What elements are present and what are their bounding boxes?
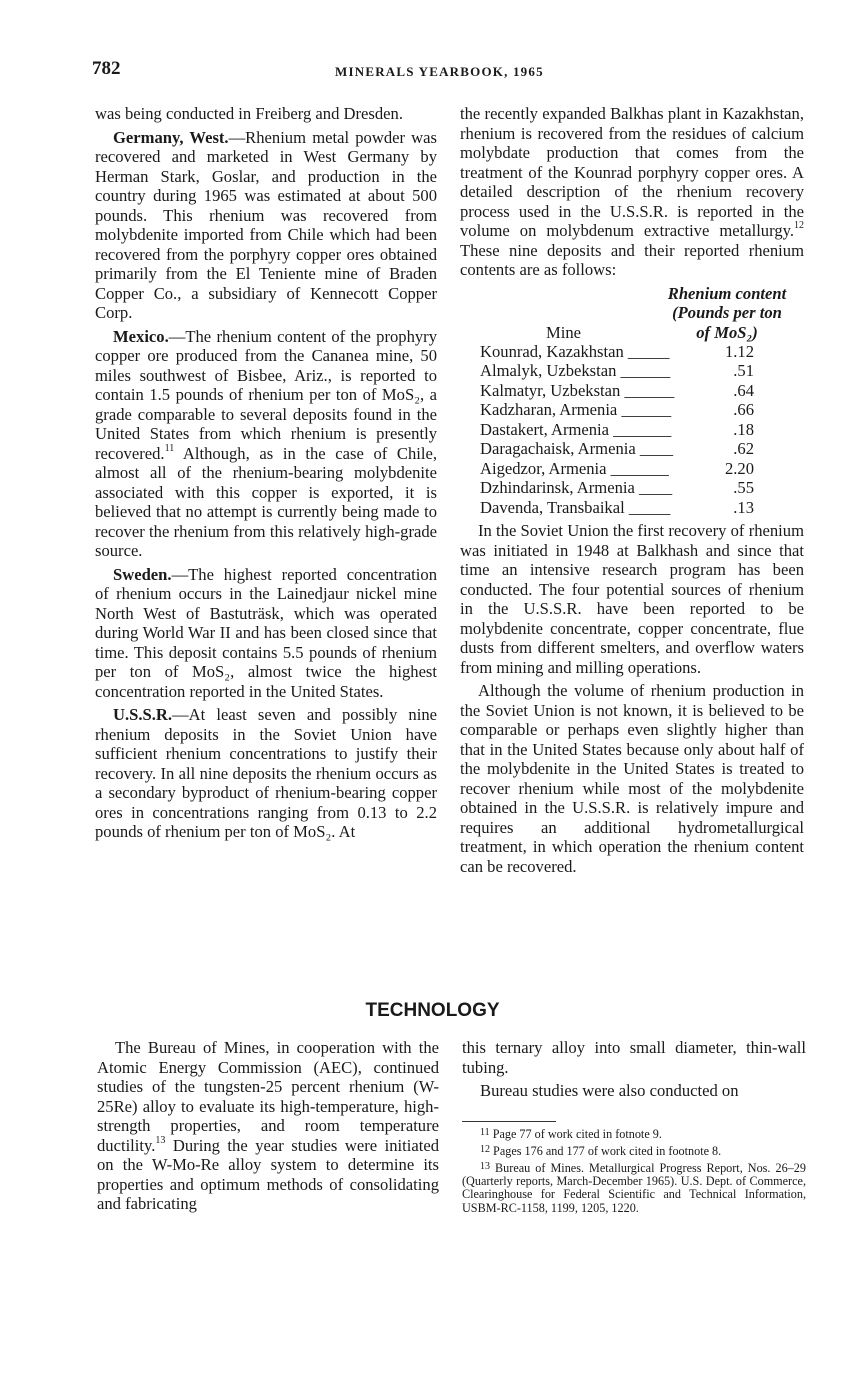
rhenium-value: .51 xyxy=(733,361,754,380)
paragraph-soviet-volume: Although the volume of rhenium production in the Soviet Union is not known, it is believed to be comparable or perhaps even slightly higher than that in the United States because only about half of the molybdenite in the United States is treated to recover rhenium while most of the molybdenite obtained in the U.S.S.R. is relatively impure and requires an additional hydrometallurgical treatment, in which operation the rhenium content can be recovered. xyxy=(460,681,804,876)
left-column xyxy=(95,104,437,846)
table-row xyxy=(460,420,804,440)
mine-name: Kadzharan, Armenia ______ xyxy=(480,400,672,419)
footnote-ref: 13 xyxy=(155,1134,166,1146)
text-mexico-b: Although, as in the case of Chile, almost all of the rhenium-bearing molybdenite associated with this copper is exported, it is believed that no attempt is currently being made to recover the rhenium from this relatively high-grade source. xyxy=(95,443,437,560)
footnote xyxy=(462,1162,806,1215)
paragraph-ussr xyxy=(95,705,437,842)
text-balkhas-a: the recently expanded Balkhas plant in Kazakhstan, rhenium is recovered from the residues of calcium molybdate production that comes from the treatment of the Kounrad porphyry copper ores. A detailed description of the rhenium recovery process used in the U.S.S.R. is reported in the volume on molybdenum extractive metallurgy. xyxy=(460,104,804,240)
footnote-text: Pages 176 and 177 of work cited in footnote 8. xyxy=(490,1143,722,1158)
footnote xyxy=(462,1145,806,1158)
footnote-number: 11 xyxy=(480,1126,490,1138)
mine-name: Almalyk, Uzbekstan ______ xyxy=(480,361,671,380)
rhenium-value: .66 xyxy=(733,400,754,419)
rhenium-value: .64 xyxy=(733,380,754,400)
column-header-rhenium xyxy=(652,284,802,343)
paragraph-continuation: was being conducted in Freiberg and Dresden. xyxy=(95,104,403,123)
mine-name: Dastakert, Armenia _______ xyxy=(480,419,672,439)
rhenium-value: .62 xyxy=(733,439,754,458)
text-sweden: —The highest reported concentration of rhenium occurs in the Lainedjaur nickel mine North West of Bastuträsk, which was operated during World War II and has been closed since that time. This deposit contains 5.5 pounds of rhenium per ton of MoS₂, almost twice the highest concentration reported in the United States. xyxy=(95,564,437,701)
footnote-number: 12 xyxy=(480,1143,490,1155)
paragraph-germany xyxy=(95,128,437,323)
footnote-text: Bureau of Mines. Metallurgical Progress Report, Nos. 26–29 (Quarterly reports, March-December 1965). U.S. Dept. of Commerce, Clearinghouse for Federal Scientific and Technical Information, USBM-RC-1158, 1199, 1205, 1220. xyxy=(462,1160,806,1215)
heading-ussr: U.S.S.R. xyxy=(113,705,173,724)
table-row xyxy=(460,439,804,459)
footnote xyxy=(462,1128,806,1141)
text-mexico-a: —The rhenium content of the prophyry copper ore produced from the Cananea mine, 50 miles southwest of Bisbee, Ariz., is reported to contain 1.5 pounds of rhenium per ton of MoS₂, a grade comparable to several deposits found in the United States from which rhenium is presently recovered. xyxy=(95,326,437,463)
mine-name: Kounrad, Kazakhstan _____ xyxy=(480,341,670,361)
table-row xyxy=(460,381,804,401)
heading-germany: Germany, West. xyxy=(113,127,229,147)
technology-right-column xyxy=(462,1038,806,1219)
mine-name: Aigedzor, Armenia _______ xyxy=(480,458,669,478)
table-row xyxy=(460,342,804,362)
paragraph-mexico xyxy=(95,327,437,561)
rhenium-value: .18 xyxy=(733,419,754,439)
rhenium-deposits-table xyxy=(460,284,804,518)
mine-name: Daragachaisk, Armenia ____ xyxy=(480,439,674,458)
paragraph-soviet-recovery: In the Soviet Union the first recovery of rhenium was initiated in 1948 at Balkhash and since that time an intensive research program has been conducted. The four potential sources of rhenium in the U.S.S.R. have been reported to be molybdenite concentrate, copper concentrate, flue dusts from different smelters, and overflow waters from mining and milling operations. xyxy=(460,521,804,677)
paragraph-technology xyxy=(97,1038,439,1214)
footnote-divider xyxy=(462,1121,556,1122)
right-column xyxy=(460,104,804,880)
heading-sweden: Sweden. xyxy=(113,564,172,584)
table-row xyxy=(460,478,804,498)
header-line: (Pounds per ton xyxy=(672,303,782,322)
footnote-ref: 11 xyxy=(164,442,175,454)
text-germany: —Rhenium metal powder was recovered and marketed in West Germany by Herman Stark, Goslar, and production in the country during 1965 was estimated at about 500 pounds. This rhenium was recovered from molybdenite imported from Chile which had been recovered from the porphyry copper ores obtained primarily from the El Teniente mine of Braden Copper Co., a subsidiary of Kennecott Copper Corp. xyxy=(95,127,437,322)
rhenium-value: 1.12 xyxy=(724,341,754,361)
footnote-ref: 12 xyxy=(794,220,804,231)
table-row xyxy=(460,361,804,381)
rhenium-value: 2.20 xyxy=(724,458,754,478)
mine-name: Dzhindarinsk, Armenia ____ xyxy=(480,478,673,497)
table-row xyxy=(460,400,804,420)
table-row xyxy=(460,459,804,479)
mine-name: Kalmatyr, Uzbekstan ______ xyxy=(480,380,675,400)
running-title: MINERALS YEARBOOK, 1965 xyxy=(335,64,544,79)
paragraph-balkhas xyxy=(460,104,804,280)
text-technology-a: The Bureau of Mines, in cooperation with the Atomic Energy Commission (AEC), continued studies of the tungsten-25 percent rhenium (W-25Re) alloy to evaluate its high-temperature, high-strength properties, and room temperature ductility. xyxy=(97,1038,439,1155)
table-header xyxy=(460,284,804,342)
header-line: of MoS₂) xyxy=(696,322,758,342)
footnote-number: 13 xyxy=(480,1160,490,1172)
paragraph-sweden xyxy=(95,565,437,702)
rhenium-value: .55 xyxy=(733,478,754,497)
text-balkhas-b: These nine deposits and their reported rhenium contents are as follows: xyxy=(460,240,804,279)
text-ussr: —At least seven and possibly nine rhenium deposits in the Soviet Union have sufficient rhenium concentrations to justify their recovery. In all nine deposits the rhenium occurs as a secondary byproduct of rhenium-bearing copper ores in concentrations ranging from 0.13 to 2.2 pounds of rhenium per ton of MoS₂. At xyxy=(95,705,437,841)
column-header-mine: Mine xyxy=(546,322,582,342)
section-heading-technology: TECHNOLOGY xyxy=(365,1000,500,1021)
paragraph-bureau-studies: Bureau studies were also conducted on xyxy=(480,1081,739,1100)
heading-mexico: Mexico. xyxy=(113,326,169,346)
footnote-text: Page 77 of work cited in fotnote 9. xyxy=(489,1126,662,1141)
technology-left-column xyxy=(97,1038,439,1218)
rhenium-value: .13 xyxy=(733,497,754,517)
mine-name: Davenda, Transbaikal _____ xyxy=(480,497,671,517)
table-row xyxy=(460,498,804,518)
footnotes xyxy=(462,1128,806,1215)
text-technology-b: During the year studies were initiated on the W-Mo-Re alloy system to determine its properties and optimum methods of consolidating and fabricating xyxy=(97,1135,439,1213)
paragraph-ternary-alloy: this ternary alloy into small diameter, thin-wall tubing. xyxy=(462,1038,806,1077)
page-number: 782 xyxy=(92,58,121,79)
header-line: Rhenium content xyxy=(667,283,787,303)
